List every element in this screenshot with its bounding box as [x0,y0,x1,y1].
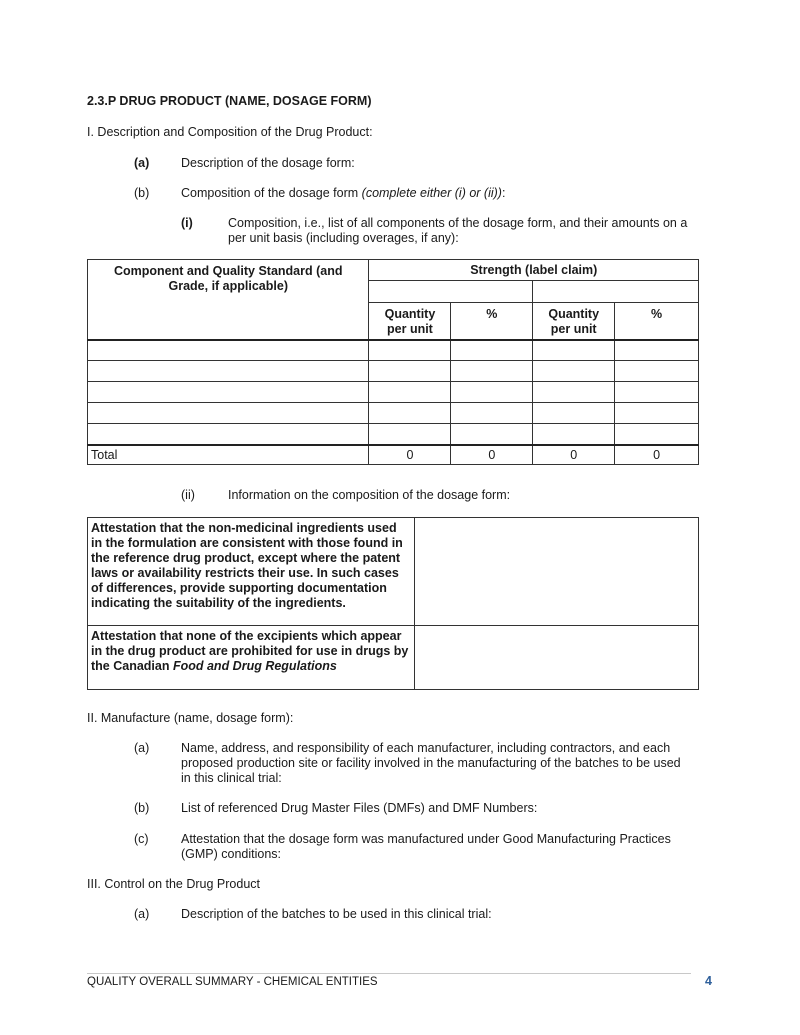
header-component-line2: Grade, if applicable) [168,279,288,293]
item-a-label: (a) [134,156,150,170]
attestation-answer[interactable] [415,518,699,626]
attestation-question: Attestation that the non-medicinal ingredients used in the formulation are consistent with those found in the reference drug product, except where the patent laws or availability restricts their use. In such cases of differences, provide supporting documentation indicating the suitability of the ingredients. [88,518,415,626]
cell-quantity-2[interactable] [533,424,615,445]
strength-subgroup-1[interactable] [369,281,533,303]
cell-percent-2[interactable] [615,340,699,361]
item-i-line1: Composition, i.e., list of all components of the dosage form, and their amounts on a [228,216,688,230]
part2-item-a-line1: Name, address, and responsibility of each manufacturer, including contractors, and each [181,741,671,755]
cell-quantity-1[interactable] [369,340,451,361]
cell-percent-1[interactable] [451,403,533,424]
part2-item-c-line1: Attestation that the dosage form was manufactured under Good Manufacturing Practices [181,832,671,846]
subheader-percent-2 [615,303,699,340]
subheader-line1: % [651,307,663,321]
attestation-answer[interactable] [415,626,699,690]
item-b-text-main: Composition of the dosage form [181,186,362,200]
item-ii-text: Information on the composition of the dosage form: [228,488,511,502]
item-b-text [181,186,505,200]
total-quantity-1: 0 [369,445,451,465]
cell-component[interactable] [88,424,369,445]
cell-percent-2[interactable] [615,361,699,382]
cell-quantity-1[interactable] [369,361,451,382]
item-i-text [228,216,687,246]
cell-percent-2[interactable] [615,403,699,424]
cell-percent-1[interactable] [451,424,533,445]
attestation-row [88,518,699,626]
item-i-label: (i) [181,216,193,230]
part2-item-a-text [181,741,681,786]
total-row [88,445,699,465]
part2-item-a-line2: proposed production site or facility involved in the manufacturing of the batches to be used [181,756,681,770]
table-row [88,424,699,445]
cell-quantity-2[interactable] [533,382,615,403]
composition-table [87,259,699,465]
cell-quantity-2[interactable] [533,340,615,361]
section-heading: 2.3.P DRUG PRODUCT (NAME, DOSAGE FORM) [87,94,372,108]
item-i-line2: per unit basis (including overages, if any): [228,231,459,245]
strength-subgroup-2[interactable] [533,281,699,303]
part3-title: III. Control on the Drug Product [87,877,261,891]
subheader-quantity-2 [533,303,615,340]
part1-title: I. Description and Composition of the Drug Product: [87,125,373,139]
item-ii-label: (ii) [181,488,195,502]
attestation-table [87,517,699,690]
cell-component[interactable] [88,340,369,361]
attestation-question-text: Attestation that none of the excipients which appear in the drug product are prohibited for use in drugs by the Canadian [91,629,409,673]
attestation-row [88,626,699,690]
cell-quantity-1[interactable] [369,424,451,445]
cell-percent-1[interactable] [451,361,533,382]
part2-item-a-line3: in this clinical trial: [181,771,282,785]
header-component [88,260,369,340]
total-quantity-2: 0 [533,445,615,465]
subheader-line1: Quantity [384,307,436,321]
part3-item-a-text: Description of the batches to be used in this clinical trial: [181,907,492,921]
cell-quantity-1[interactable] [369,382,451,403]
header-component-line1: Component and Quality Standard (and [114,264,343,278]
total-percent-2: 0 [615,445,699,465]
cell-percent-2[interactable] [615,382,699,403]
total-label: Total [88,445,369,465]
cell-percent-2[interactable] [615,424,699,445]
cell-component[interactable] [88,361,369,382]
item-b-label: (b) [134,186,150,200]
footer-title: QUALITY OVERALL SUMMARY - CHEMICAL ENTITIES [87,976,378,988]
part2-item-c-label: (c) [134,832,149,846]
cell-percent-1[interactable] [451,340,533,361]
item-b-text-end: : [501,186,506,200]
cell-percent-1[interactable] [451,382,533,403]
attestation-question-italic: Food and Drug Regulations [172,659,337,673]
subheader-line2: per unit [550,322,597,336]
header-strength: Strength (label claim) [369,260,699,281]
cell-quantity-2[interactable] [533,403,615,424]
footer-divider [87,973,691,974]
part3-item-a-label: (a) [134,907,150,921]
cell-component[interactable] [88,403,369,424]
subheader-percent-1 [451,303,533,340]
attestation-question [88,626,415,690]
part2-item-c-line2: (GMP) conditions: [181,847,282,861]
table-row [88,382,699,403]
subheader-line1: % [486,307,498,321]
part2-item-c-text [181,832,671,862]
part2-item-a-label: (a) [134,741,150,755]
cell-component[interactable] [88,382,369,403]
part2-item-b-text: List of referenced Drug Master Files (DMFs) and DMF Numbers: [181,801,538,815]
item-b-text-italic: (complete either (i) or (ii)) [361,186,502,200]
table-row [88,361,699,382]
part2-title: II. Manufacture (name, dosage form): [87,711,294,725]
total-percent-1: 0 [451,445,533,465]
page-number: 4 [705,974,712,988]
part2-item-b-label: (b) [134,801,150,815]
table-row [88,340,699,361]
subheader-quantity-1 [369,303,451,340]
table-row [88,403,699,424]
item-a-text: Description of the dosage form: [181,156,355,170]
subheader-line2: per unit [387,322,433,336]
cell-quantity-1[interactable] [369,403,451,424]
cell-quantity-2[interactable] [533,361,615,382]
subheader-line1: Quantity [548,307,600,321]
